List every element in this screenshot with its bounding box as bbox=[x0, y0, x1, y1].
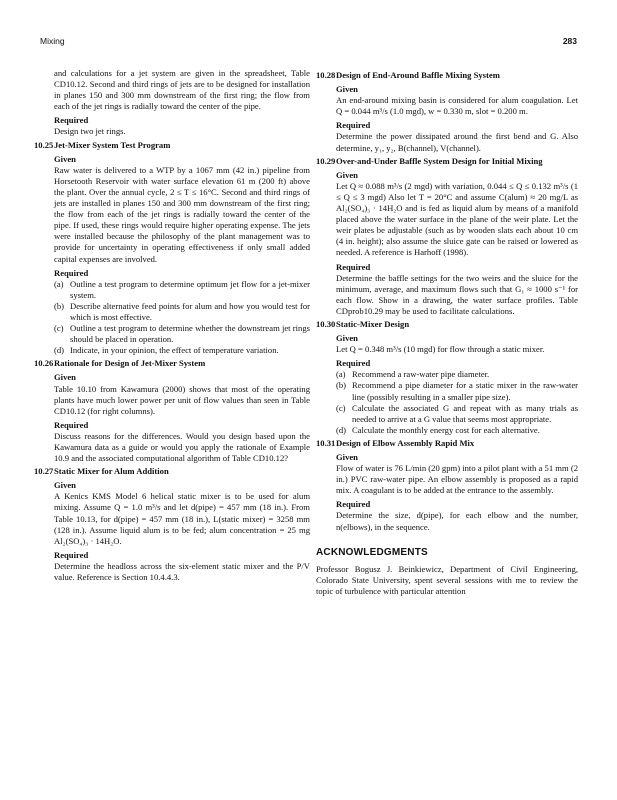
given-text: Let Q = 0.348 m³/s (10 mgd) for flow through a static mixer. bbox=[336, 344, 545, 355]
required-label: Required bbox=[54, 419, 89, 430]
list-item bbox=[54, 323, 310, 345]
item-label: (c) bbox=[54, 323, 64, 334]
required-label: Required bbox=[54, 549, 89, 560]
item-text: Recommend a raw-water pipe diameter. bbox=[352, 369, 490, 380]
item-text: Outline a test program to determine whether the downstream jet rings should be placed in operation. bbox=[70, 323, 310, 345]
required-label: Required bbox=[336, 120, 371, 131]
acknowledgments-text: Professor Bogusz J. Beinkiewicz, Department of Civil Engineering, Colorado State University, spent several sessions with me to review the topic of turbulence with particular attention bbox=[316, 563, 578, 596]
item-text: Calculate the associated G and repeat with as many trials as needed to arrive at a G value that seems most appropriate. bbox=[352, 402, 578, 424]
problem-heading bbox=[316, 318, 578, 330]
item-label: (b) bbox=[336, 380, 347, 391]
problem-10-27 bbox=[34, 466, 310, 583]
problem-number: 10.30 bbox=[316, 318, 336, 329]
given-text: Table 10.10 from Kawamura (2000) shows that most of the operating plants have much lower power per unit of flow values than seen in Table CD10.12 (for right columns). bbox=[54, 383, 310, 416]
given-label: Given bbox=[336, 169, 358, 180]
required-label: Required bbox=[54, 115, 89, 126]
right-column bbox=[316, 68, 578, 597]
required-label: Required bbox=[336, 499, 371, 510]
problem-10-26 bbox=[34, 358, 310, 464]
item-label: (d) bbox=[54, 345, 65, 356]
problem-number: 10.28 bbox=[316, 70, 336, 80]
required-text: Design two jet rings. bbox=[54, 126, 126, 137]
required-label: Required bbox=[54, 267, 89, 278]
problem-10-30 bbox=[316, 319, 578, 436]
problem-number: 10.31 bbox=[316, 437, 336, 448]
list-item bbox=[336, 380, 578, 402]
problem-10-28 bbox=[316, 70, 578, 154]
given-label: Given bbox=[336, 452, 358, 462]
required-text: Determine the baffle settings for the two weirs and the sluice for the minimum, average, and maximum flows such that G₁ ≈ 1000 s⁻¹ for each flow. Show in a drawing, the water surface profiles. Table CDprob10.29 may be used to facilitate calculations. bbox=[336, 272, 578, 316]
problem-number: 10.26 bbox=[34, 358, 54, 369]
item-label: (c) bbox=[336, 402, 346, 413]
problem-number: 10.29 bbox=[316, 155, 336, 166]
problem-title: Static-Mixer Design bbox=[336, 318, 410, 329]
given-text: Flow of water is 76 L/min (20 gpm) into a pilot plant with a 51 mm (2 in.) PVC raw-water pipe. An elbow assembly is proposed as a rapid mix. A coagulant is to be added at the entrance to the assembly. bbox=[336, 463, 578, 496]
problem-title: Over-and-Under Baffle System Design for Initial Mixing bbox=[336, 155, 543, 166]
item-label: (a) bbox=[54, 278, 64, 289]
problem-heading bbox=[34, 358, 310, 369]
problem-heading bbox=[34, 139, 310, 151]
problem-heading bbox=[316, 437, 578, 449]
problem-heading bbox=[316, 155, 578, 167]
acknowledgments-heading: ACKNOWLEDGMENTS bbox=[316, 546, 428, 558]
problem-title: Rationale for Design of Jet-Mixer System bbox=[54, 358, 206, 369]
list-item bbox=[336, 369, 578, 380]
item-text: Outline a test program to determine optimum jet flow for a jet-mixer system. bbox=[70, 278, 310, 300]
given-label: Given bbox=[54, 153, 76, 164]
problem-title: Design of Elbow Assembly Rapid Mix bbox=[336, 437, 475, 448]
problem-heading bbox=[34, 466, 310, 477]
page-number: 283 bbox=[562, 36, 577, 46]
required-label: Required bbox=[336, 261, 371, 272]
item-text: Recommend a pipe diameter for a static mixer in the raw-water line (possibly resulting in a smaller pipe size). bbox=[352, 380, 578, 402]
problem-10-24-continued bbox=[34, 68, 310, 138]
required-text: Determine the size, d(pipe), for each elbow and the number, n(elbows), in the sequence. bbox=[336, 510, 578, 532]
item-text: Calculate the monthly energy cost for each alternative. bbox=[352, 424, 540, 435]
item-label: (b) bbox=[54, 300, 65, 311]
problem-heading bbox=[316, 70, 578, 81]
left-column bbox=[34, 68, 310, 583]
required-list bbox=[54, 279, 310, 357]
problem-title: Jet-Mixer System Test Program bbox=[54, 139, 171, 150]
required-text: Discuss reasons for the differences. Would you design based upon the Kawamura data as a guide or would you apply the rationale of Example 10.9 and the associated computational algorithm of Table CD10.12? bbox=[54, 430, 310, 464]
item-text: Indicate, in your opinion, the effect of temperature variation. bbox=[70, 345, 279, 356]
required-text: Determine the headloss across the six-element static mixer and the P/V value. Reference is Section 10.4.4.3. bbox=[54, 560, 310, 583]
chapter-title: Mixing bbox=[40, 36, 65, 46]
given-text: Let Q ≈ 0.088 m³/s (2 mgd) with variation, 0.044 ≤ Q ≤ 0.132 m³/s (1 ≤ Q ≤ 3 mgd) Also let T = 20°C and assume C(alum) ≈ 20 mg/L as Al₂(SO₄)₃ · 14H₂O and is fed as liquid alum by means of a manifold placed above the water surface in the plane of the weir plate. Let the weir plates be adjustable (such as by wooden slats each about 10 cm (4 in. height); also assume the sluice gate can be raised or lowered as needed. A reference is Harhoff (1998). bbox=[336, 180, 578, 258]
problem-10-29 bbox=[316, 156, 578, 317]
problem-title: Static Mixer for Alum Addition bbox=[54, 466, 169, 477]
required-list bbox=[336, 369, 578, 436]
running-head bbox=[40, 36, 577, 48]
item-label: (a) bbox=[336, 369, 346, 380]
problem-10-31 bbox=[316, 438, 578, 533]
list-item bbox=[336, 403, 578, 425]
list-item bbox=[336, 425, 578, 436]
problem-title: Design of End-Around Baffle Mixing System bbox=[336, 70, 500, 80]
required-label: Required bbox=[336, 358, 371, 369]
list-item bbox=[54, 279, 310, 301]
required-text: Determine the power dissipated around the first bend and G. Also determine, y₁, y₂, B(channel), V(channel). bbox=[336, 131, 578, 153]
given-label: Given bbox=[336, 333, 358, 344]
given-label: Given bbox=[336, 84, 358, 95]
given-text: Raw water is delivered to a WTP by a 1067 mm (42 in.) pipeline from Horsetooth Reservoir with water surface elevation 61 m (200 ft) above the plant. Over the annual cycle, 2 ≤ T ≤ 16°C. Second and third rings of jets are installed in planes 150 and 300 mm downstream of the first ring; the flow from each of the jet rings is radially toward the center of the pipe. If used, these rings would require higher operating expense. The jets were installed because the philosophy of the plant management was to provide for uncertainty in operating effectiveness if only small added capital expenses are involved. bbox=[54, 164, 310, 264]
problem-number: 10.25 bbox=[34, 139, 54, 150]
problem-10-25 bbox=[34, 140, 310, 357]
list-item bbox=[54, 345, 310, 356]
list-item bbox=[54, 301, 310, 323]
intro-paragraph: and calculations for a jet system are given in the spreadsheet, Table CD10.12. Second and third rings of jets are to be designed for installation in planes 150 and 300 mm downstream of the first ring; the flow from each of the jet rings is radially toward the center of the pipe. bbox=[54, 68, 310, 112]
given-text: A Kenics KMS Model 6 helical static mixer is to be used for alum mixing. Assume Q = 1.0 m³/s and let d(pipe) = 457 mm (18 in.). From Table 10.13, for d(pipe) = 457 mm (18 in.), L(static mixer) = 3258 mm (128 in.). Assume liquid alum is to be fed; alum concentration = 25 mg Al₂(SO₄)₃ · 14H₂O. bbox=[54, 491, 310, 546]
given-label: Given bbox=[54, 480, 76, 491]
given-label: Given bbox=[54, 372, 76, 383]
item-text: Describe alternative feed points for alum and how you would test for which is most effective. bbox=[70, 300, 310, 322]
given-text: An end-around mixing basin is considered for alum coagulation. Let Q = 0.044 m³/s (1.0 mgd), w = 0.330 m, slot = 0.200 m. bbox=[336, 95, 578, 117]
problem-number: 10.27 bbox=[34, 466, 54, 477]
item-label: (d) bbox=[336, 424, 347, 435]
